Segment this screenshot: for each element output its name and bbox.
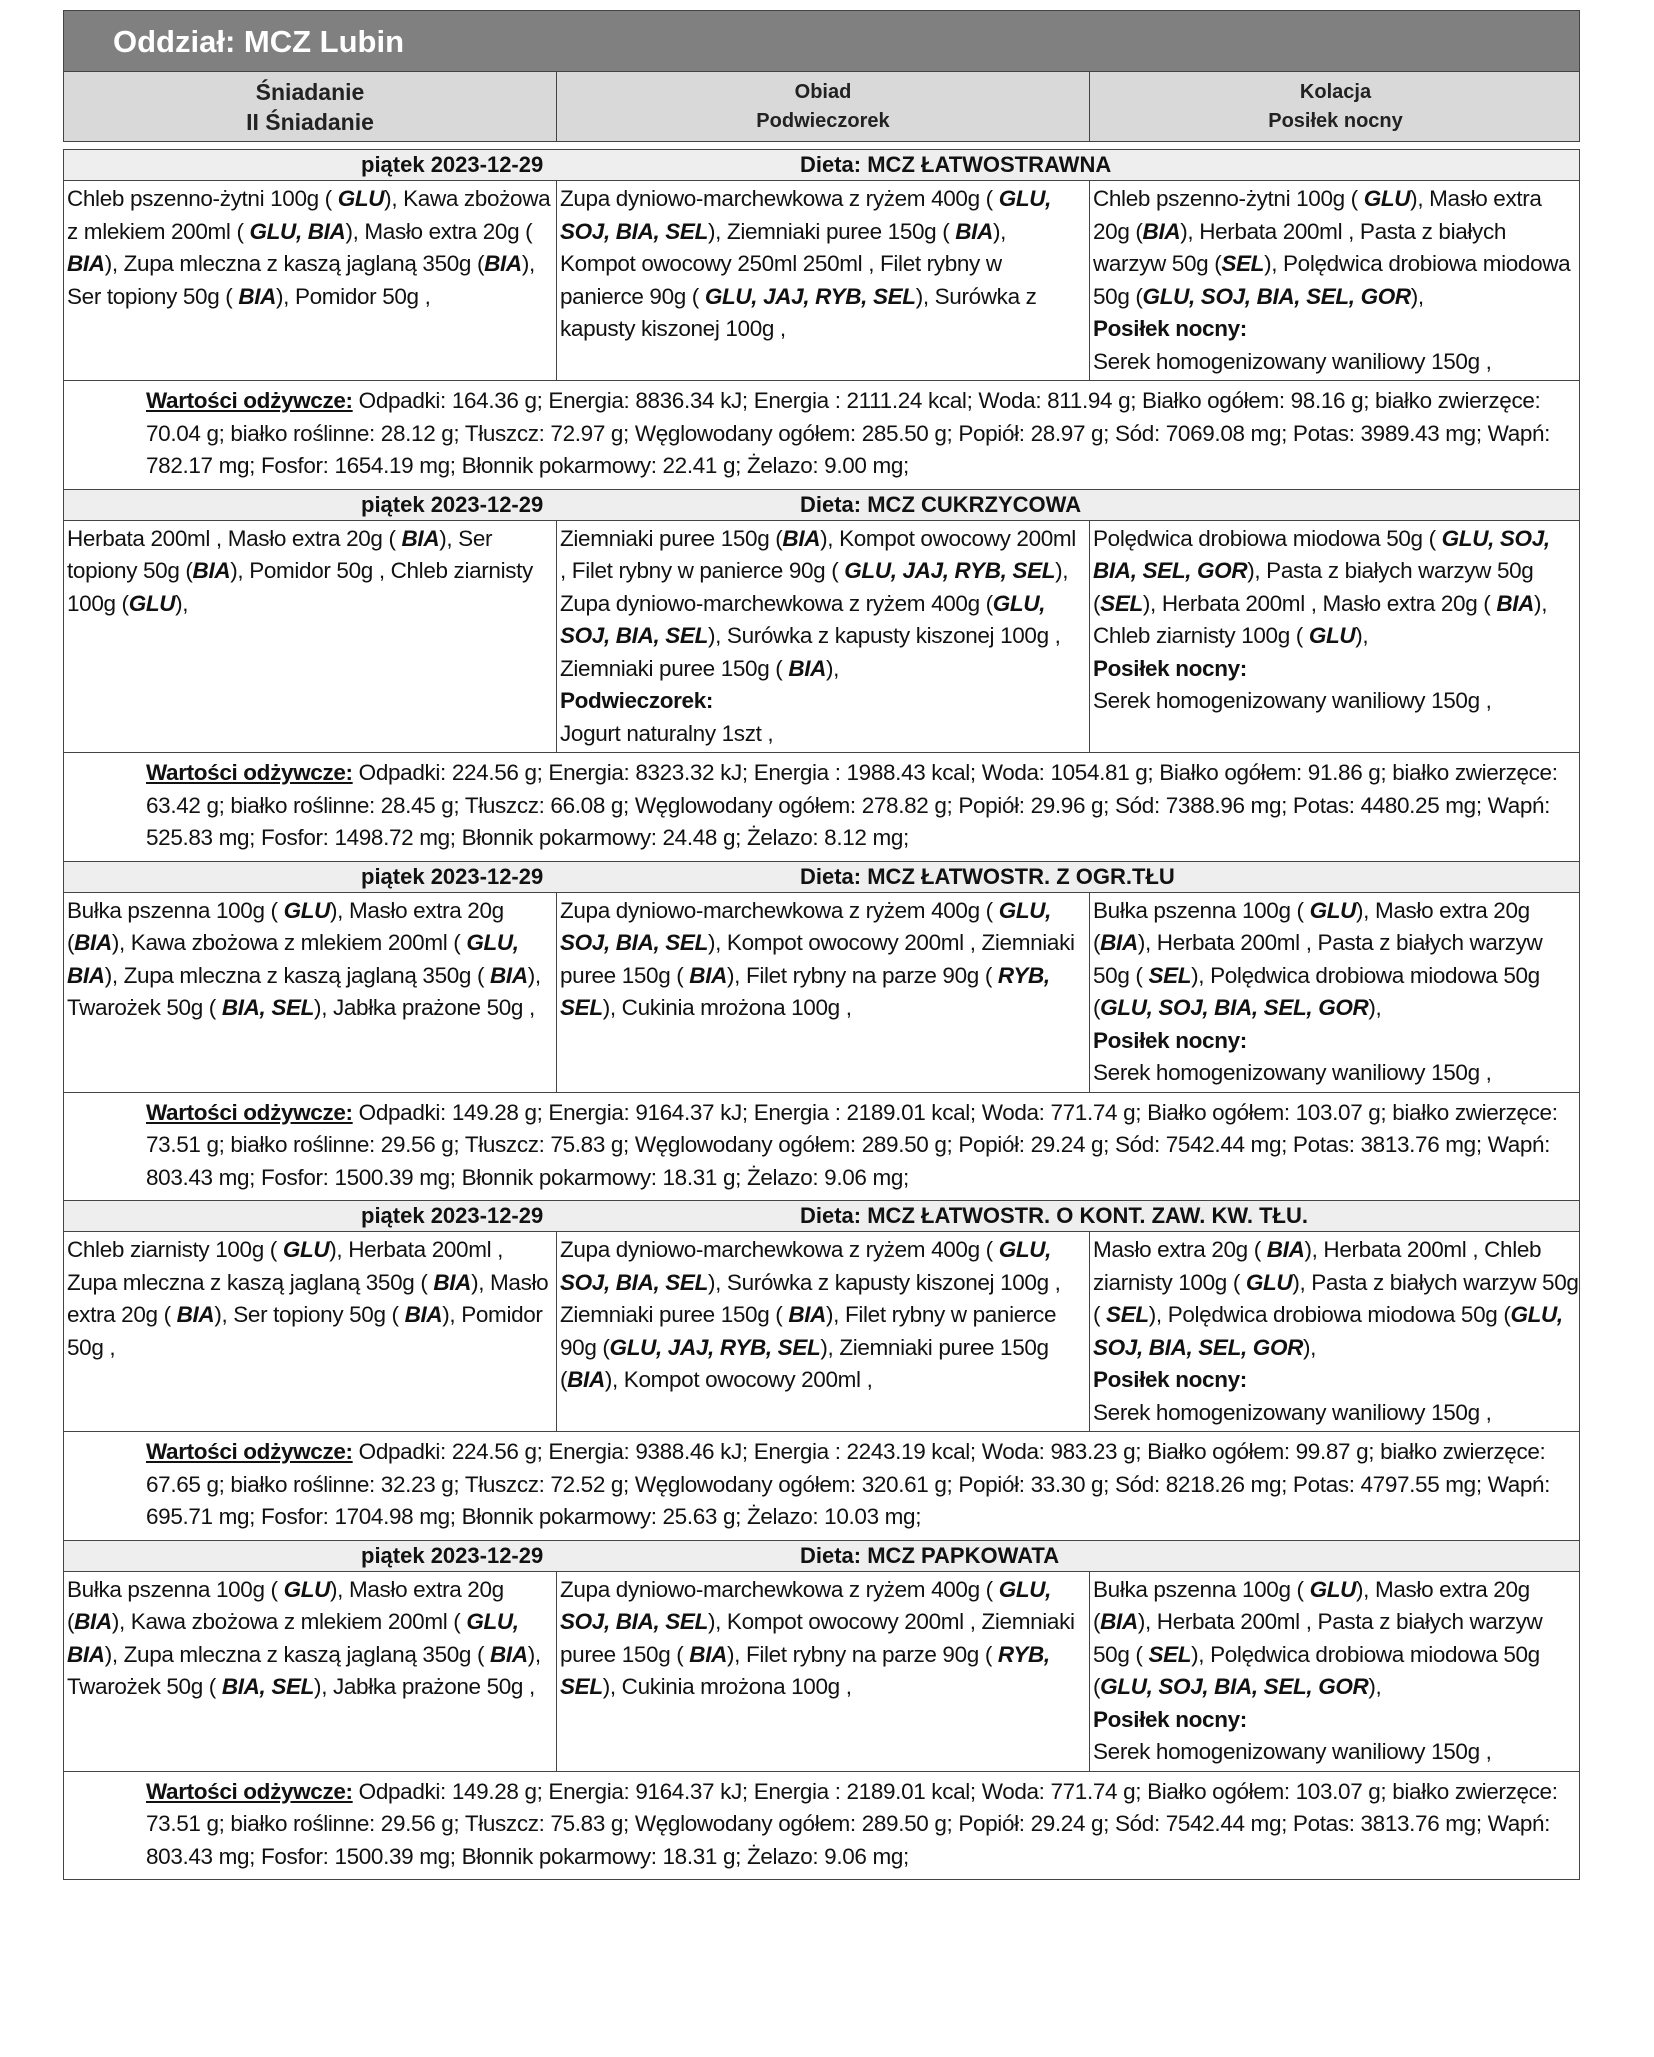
diet-date: piątek 2023-12-29 bbox=[361, 491, 544, 517]
meal-text: ), Kompot owocowy 200ml , Filet rybny w panierce 90g ( bbox=[560, 525, 1076, 583]
meal-text: ), Twarożek 50g ( bbox=[67, 962, 541, 1020]
nutrition-label: Wartości odżywcze: bbox=[146, 1778, 353, 1804]
meal-cell-dinner bbox=[1090, 893, 1581, 1092]
meal-subheading: Posiłek nocny: bbox=[1093, 1027, 1247, 1053]
diet-name: Dieta: MCZ ŁATWOSTRAWNA bbox=[800, 152, 1112, 177]
meal-cell-lunch bbox=[557, 1572, 1090, 1771]
allergen-codes: BIA bbox=[1100, 1609, 1138, 1634]
meal-text: ), Polędwica drobiowa miodowa 50g ( bbox=[1093, 1641, 1540, 1699]
meal-row bbox=[64, 1232, 1579, 1432]
meal-text: ), Surówka z kapusty kiszonej 100g , Ziemniaki puree 150g ( bbox=[560, 1269, 1061, 1327]
meal-subheading: Posiłek nocny: bbox=[1093, 655, 1247, 681]
allergen-codes: GLU bbox=[337, 186, 385, 211]
meal-text: ), Kawa zbożowa z mlekiem 200ml ( bbox=[67, 186, 551, 244]
nutrition-values bbox=[64, 381, 1579, 489]
allergen-codes: GLU, SOJ, BIA, SEL bbox=[560, 590, 1046, 648]
meal-text: ), Zupa mleczna z kaszą jaglaną 350g ( bbox=[104, 251, 485, 276]
allergen-codes: GLU, SOJ, BIA, SEL bbox=[560, 186, 1052, 244]
meal-text: Serek homogenizowany waniliowy 150g , bbox=[1093, 688, 1492, 713]
column-header-lunch bbox=[557, 72, 1090, 141]
column-header-line2: Posiłek nocny bbox=[1268, 109, 1403, 132]
diet-block bbox=[63, 862, 1580, 1202]
meal-text: ), Zupa dyniowo-marchewkowa z ryżem 400g ( bbox=[560, 558, 1069, 616]
meal-text: ), bbox=[1368, 995, 1382, 1020]
meal-text: ), bbox=[1303, 1334, 1317, 1360]
meal-text: Chleb pszenno-żytni 100g ( bbox=[1093, 186, 1364, 211]
meal-cell-breakfast bbox=[64, 181, 557, 380]
meal-subheading: Podwieczorek: bbox=[560, 688, 713, 713]
meal-text: ), Surówka z kapusty kiszonej 100g , bbox=[560, 283, 1037, 341]
meal-text: Polędwica drobiowa miodowa 50g ( bbox=[1093, 525, 1442, 551]
allergen-codes: GLU bbox=[1308, 623, 1356, 648]
meal-text: Serek homogenizowany waniliowy 150g , bbox=[1093, 1060, 1492, 1085]
meal-text: ), bbox=[1355, 623, 1369, 648]
column-header-breakfast bbox=[64, 72, 557, 141]
allergen-codes: BIA bbox=[1100, 930, 1138, 955]
meal-text: ), Herbata 200ml , Pasta z białych warzyw 50g ( bbox=[1093, 218, 1507, 276]
column-header-line1: Obiad bbox=[794, 80, 852, 103]
diet-name: Dieta: MCZ ŁATWOSTR. Z OGR.TŁU bbox=[800, 863, 1175, 889]
meal-text: ), Kawa zbożowa z mlekiem 200ml ( bbox=[111, 1609, 467, 1634]
menu-sheet bbox=[63, 10, 1580, 1880]
diet-header bbox=[64, 862, 1579, 893]
allergen-codes: GLU bbox=[128, 590, 176, 616]
allergen-codes: BIA bbox=[567, 1367, 605, 1392]
diet-list bbox=[63, 149, 1580, 1880]
meal-text: Masło extra 20g ( bbox=[1093, 1237, 1267, 1262]
column-header-line1: Śniadanie bbox=[255, 78, 365, 105]
meal-text: ), Filet rybny na parze 90g ( bbox=[727, 1641, 998, 1667]
column-header-line1: Kolacja bbox=[1299, 80, 1372, 103]
meal-text: Bułka pszenna 100g ( bbox=[67, 1576, 284, 1602]
meal-text: Bułka pszenna 100g ( bbox=[1093, 897, 1310, 923]
meal-text: ), Masło extra 20g ( bbox=[345, 218, 533, 244]
meal-text: ), Masło extra 20g ( bbox=[1093, 1576, 1530, 1634]
diet-date: piątek 2023-12-29 bbox=[361, 1203, 544, 1228]
allergen-codes: SEL bbox=[1148, 1641, 1192, 1667]
allergen-codes: BIA bbox=[404, 1302, 443, 1327]
meal-text: ), Zupa mleczna z kaszą jaglaną 350g ( bbox=[104, 962, 491, 988]
allergen-codes: BIA bbox=[192, 558, 231, 583]
diet-block bbox=[63, 1541, 1580, 1881]
allergen-codes: BIA bbox=[490, 1641, 528, 1667]
allergen-codes: BIA bbox=[74, 1609, 112, 1634]
meal-text: ), Jabłka prażone 50g , bbox=[314, 995, 535, 1020]
allergen-codes: BIA bbox=[490, 962, 528, 988]
allergen-codes: SEL bbox=[1106, 1302, 1149, 1327]
diet-block bbox=[63, 490, 1580, 862]
meal-text: ), Cukinia mrożona 100g , bbox=[602, 1674, 852, 1699]
allergen-codes: BIA bbox=[238, 283, 277, 309]
meal-text: ), Polędwica drobiowa miodowa 50g ( bbox=[1093, 251, 1571, 309]
nutrition-text: Odpadki: 149.28 g; Energia: 9164.37 kJ; Energia : 2189.01 kcal; Woda: 771.74 g; Białko ogółem: 103.07 g; białko zwierzęce: 73.51 g; białko roślinne: 29.56 g; Tłuszcz: 75.83 g; Węglowodany ogółem: 289.50 g; Popiół: 29.24 g; Sód: 7542.44 mg; Potas: 3813.76 mg; Wapń: 803.43 mg; Fosfor: 1500.39 mg; Błonnik pokarmowy: 18.31 g; Żelazo: 9.06 mg; bbox=[146, 1099, 1558, 1190]
meal-cell-breakfast bbox=[64, 521, 557, 753]
meal-text: Jogurt naturalny 1szt , bbox=[560, 720, 774, 746]
meal-text: ), Pomidor 50g , bbox=[276, 283, 431, 309]
allergen-codes: GLU, JAJ, RYB, SEL bbox=[609, 1334, 821, 1360]
allergen-codes: BIA bbox=[74, 930, 112, 955]
meal-text: ), Herbata 200ml , Zupa mleczna z kaszą jaglaną 350g ( bbox=[67, 1237, 504, 1295]
allergen-codes: GLU bbox=[283, 1576, 331, 1602]
diet-date: piątek 2023-12-29 bbox=[361, 1542, 544, 1568]
allergen-codes: BIA bbox=[689, 1641, 727, 1667]
meal-text: ), Zupa mleczna z kaszą jaglaną 350g ( bbox=[104, 1641, 491, 1667]
meal-text: ), Kompot owocowy 200ml , Ziemniaki puree 150g ( bbox=[560, 1609, 1075, 1667]
meal-text: Zupa dyniowo-marchewkowa z ryżem 400g ( bbox=[560, 1237, 999, 1262]
allergen-codes: BIA bbox=[788, 1302, 827, 1327]
department-title: Oddział: MCZ Lubin bbox=[63, 10, 1580, 72]
diet-name: Dieta: MCZ PAPKOWATA bbox=[800, 1542, 1060, 1568]
meal-cell-breakfast bbox=[64, 893, 557, 1092]
allergen-codes: BIA bbox=[788, 655, 827, 681]
meal-text: ), Masło extra 20g ( bbox=[67, 1269, 549, 1327]
meal-text: Ziemniaki puree 150g ( bbox=[560, 525, 783, 551]
nutrition-values bbox=[64, 1093, 1579, 1201]
diet-header bbox=[64, 490, 1579, 521]
diet-block bbox=[63, 1201, 1580, 1541]
meal-text: ), bbox=[175, 590, 189, 616]
column-header-line2: II Śniadanie bbox=[246, 108, 374, 135]
allergen-codes: GLU, SOJ, BIA, SEL, GOR bbox=[1142, 283, 1411, 309]
allergen-codes: GLU bbox=[1245, 1269, 1293, 1295]
meal-cell-lunch bbox=[557, 893, 1090, 1092]
diet-name: Dieta: MCZ CUKRZYCOWA bbox=[800, 491, 1082, 517]
meal-text: Zupa dyniowo-marchewkowa z ryżem 400g ( bbox=[560, 1576, 999, 1602]
allergen-codes: BIA bbox=[1266, 1237, 1305, 1262]
allergen-codes: RYB, SEL bbox=[560, 962, 1050, 1020]
meal-cell-dinner bbox=[1090, 1232, 1581, 1431]
allergen-codes: GLU, SOJ, BIA, SEL, GOR bbox=[1093, 525, 1550, 583]
allergen-codes: BIA bbox=[484, 251, 522, 276]
allergen-codes: SEL bbox=[1148, 962, 1192, 988]
meal-cell-breakfast bbox=[64, 1572, 557, 1771]
meal-columns-header bbox=[63, 72, 1580, 142]
allergen-codes: GLU bbox=[1309, 897, 1357, 923]
allergen-codes: RYB, SEL bbox=[560, 1641, 1050, 1699]
meal-text: Serek homogenizowany waniliowy 150g , bbox=[1093, 1399, 1492, 1425]
meal-text: ), Jabłka prażone 50g , bbox=[314, 1674, 535, 1699]
meal-text: ), Masło extra 20g ( bbox=[67, 1576, 504, 1634]
nutrition-text: Odpadki: 224.56 g; Energia: 8323.32 kJ; Energia : 1988.43 kcal; Woda: 1054.81 g; Białko ogółem: 91.86 g; białko zwierzęce: 63.42 g; białko roślinne: 28.45 g; Tłuszcz: 66.08 g; Węglowodany ogółem: 278.82 g; Popiół: 29.96 g; Sód: 7388.96 mg; Potas: 4480.25 mg; Wapń: 525.83 mg; Fosfor: 1498.72 mg; Błonnik pokarmowy: 24.48 g; Żelazo: 8.12 mg; bbox=[146, 760, 1558, 850]
meal-row bbox=[64, 1572, 1579, 1772]
meal-text: ), Pomidor 50g , Chleb ziarnisty 100g ( bbox=[67, 558, 533, 616]
meal-text: Chleb ziarnisty 100g ( bbox=[67, 1237, 283, 1262]
allergen-codes: BIA bbox=[782, 525, 821, 551]
meal-cell-dinner bbox=[1090, 1572, 1581, 1771]
meal-cell-lunch bbox=[557, 181, 1090, 380]
meal-text: Serek homogenizowany waniliowy 150g , bbox=[1093, 1739, 1492, 1764]
meal-text: ), Polędwica drobiowa miodowa 50g ( bbox=[1148, 1302, 1511, 1327]
allergen-codes: GLU, SOJ, BIA, SEL bbox=[560, 897, 1052, 955]
nutrition-text: Odpadki: 164.36 g; Energia: 8836.34 kJ; Energia : 2111.24 kcal; Woda: 811.94 g; Białko ogółem: 98.16 g; białko zwierzęce: 70.04 g; białko roślinne: 28.12 g; Tłuszcz: 72.97 g; Węglowodany ogółem: 285.50 g; Popiół: 28.97 g; Sód: 7069.08 mg; Potas: 3989.43 mg; Wapń: 782.17 mg; Fosfor: 1654.19 mg; Błonnik pokarmowy: 22.41 g; Żelazo: 9.00 mg; bbox=[146, 388, 1551, 478]
meal-text: ), Masło extra 20g ( bbox=[67, 897, 504, 955]
allergen-codes: GLU bbox=[282, 1237, 330, 1262]
column-header-dinner bbox=[1090, 72, 1581, 141]
meal-text: ), Kawa zbożowa z mlekiem 200ml ( bbox=[111, 930, 467, 955]
allergen-codes: GLU bbox=[1309, 1576, 1357, 1602]
allergen-codes: BIA bbox=[176, 1302, 215, 1327]
meal-cell-breakfast bbox=[64, 1232, 557, 1431]
allergen-codes: GLU, SOJ, BIA, SEL, GOR bbox=[1100, 1674, 1369, 1699]
allergen-codes: GLU bbox=[283, 897, 331, 923]
allergen-codes: GLU, JAJ, RYB, SEL bbox=[844, 558, 1056, 583]
meal-text: ), bbox=[1368, 1674, 1382, 1699]
allergen-codes: GLU, JAJ, RYB, SEL bbox=[704, 283, 916, 309]
allergen-codes: BIA bbox=[401, 525, 440, 551]
meal-text: Serek homogenizowany waniliowy 150g , bbox=[1093, 348, 1492, 374]
meal-text: Chleb pszenno-żytni 100g ( bbox=[67, 186, 338, 211]
meal-text: ), Ziemniaki puree 150g ( bbox=[560, 1334, 1049, 1392]
diet-block bbox=[63, 149, 1580, 490]
meal-row bbox=[64, 181, 1579, 381]
meal-subheading: Posiłek nocny: bbox=[1093, 316, 1247, 341]
allergen-codes: GLU, BIA bbox=[67, 1609, 519, 1667]
meal-cell-dinner bbox=[1090, 181, 1581, 380]
diet-name: Dieta: MCZ ŁATWOSTR. O KONT. ZAW. KW. TŁU. bbox=[800, 1203, 1308, 1228]
diet-header bbox=[64, 150, 1579, 181]
meal-text: ), bbox=[826, 655, 840, 681]
allergen-codes: GLU, SOJ, BIA, SEL bbox=[560, 1237, 1052, 1295]
meal-text: ), Twarożek 50g ( bbox=[67, 1641, 541, 1699]
nutrition-label: Wartości odżywcze: bbox=[146, 1439, 353, 1464]
meal-text: Zupa dyniowo-marchewkowa z ryżem 400g ( bbox=[560, 186, 999, 211]
meal-text: Bułka pszenna 100g ( bbox=[67, 897, 284, 923]
allergen-codes: BIA, SEL bbox=[221, 995, 315, 1020]
meal-text: Zupa dyniowo-marchewkowa z ryżem 400g ( bbox=[560, 897, 999, 923]
meal-text: Herbata 200ml , Masło extra 20g ( bbox=[67, 525, 402, 551]
meal-text: ), Chleb ziarnisty 100g ( bbox=[1093, 590, 1548, 648]
meal-subheading: Posiłek nocny: bbox=[1093, 1367, 1247, 1392]
diet-header bbox=[64, 1201, 1579, 1232]
meal-text: ), Filet rybny w panierce 90g ( bbox=[560, 1302, 1057, 1360]
allergen-codes: GLU bbox=[1363, 186, 1411, 211]
nutrition-values bbox=[64, 1772, 1579, 1880]
diet-header bbox=[64, 1541, 1579, 1572]
allergen-codes: BIA bbox=[1142, 218, 1181, 244]
nutrition-values bbox=[64, 753, 1579, 861]
diet-date: piątek 2023-12-29 bbox=[361, 152, 544, 177]
allergen-codes: BIA bbox=[67, 251, 105, 276]
meal-text: ), Cukinia mrożona 100g , bbox=[602, 995, 852, 1020]
nutrition-values bbox=[64, 1432, 1579, 1540]
allergen-codes: GLU, SOJ, BIA, SEL bbox=[560, 1576, 1052, 1634]
meal-subheading: Posiłek nocny: bbox=[1093, 1706, 1247, 1732]
meal-text: ), Filet rybny na parze 90g ( bbox=[727, 962, 998, 988]
meal-text: ), Ser topiony 50g ( bbox=[214, 1302, 405, 1327]
meal-text: ), Herbata 200ml , Masło extra 20g ( bbox=[1142, 590, 1497, 616]
meal-text: ), Kompot owocowy 250ml 250ml , Filet rybny w panierce 90g ( bbox=[560, 218, 1007, 309]
nutrition-text: Odpadki: 149.28 g; Energia: 9164.37 kJ; Energia : 2189.01 kcal; Woda: 771.74 g; Białko ogółem: 103.07 g; białko zwierzęce: 73.51 g; białko roślinne: 29.56 g; Tłuszcz: 75.83 g; Węglowodany ogółem: 289.50 g; Popiół: 29.24 g; Sód: 7542.44 mg; Potas: 3813.76 mg; Wapń: 803.43 mg; Fosfor: 1500.39 mg; Błonnik pokarmowy: 18.31 g; Żelazo: 9.06 mg; bbox=[146, 1778, 1558, 1869]
meal-cell-lunch bbox=[557, 521, 1090, 753]
allergen-codes: GLU, SOJ, BIA, SEL, GOR bbox=[1093, 1302, 1563, 1360]
meal-text: ), Herbata 200ml , Pasta z białych warzyw 50g ( bbox=[1093, 930, 1543, 988]
meal-text: ), Ser topiony 50g ( bbox=[67, 251, 535, 309]
nutrition-label: Wartości odżywcze: bbox=[146, 760, 353, 785]
meal-row bbox=[64, 521, 1579, 754]
nutrition-label: Wartości odżywcze: bbox=[146, 388, 353, 413]
meal-text: ), Polędwica drobiowa miodowa 50g ( bbox=[1093, 962, 1540, 1020]
meal-text: ), Ser topiony 50g ( bbox=[67, 525, 493, 583]
meal-text: ), Surówka z kapusty kiszonej 100g , Ziemniaki puree 150g ( bbox=[560, 623, 1061, 681]
allergen-codes: GLU, BIA bbox=[67, 930, 519, 988]
meal-text: ), Pomidor 50g , bbox=[67, 1302, 543, 1360]
allergen-codes: BIA bbox=[689, 962, 727, 988]
meal-text: ), Herbata 200ml , Pasta z białych warzyw 50g ( bbox=[1093, 1609, 1543, 1667]
allergen-codes: BIA bbox=[955, 218, 993, 244]
column-header-line2: Podwieczorek bbox=[756, 109, 890, 132]
meal-text: ), Ziemniaki puree 150g ( bbox=[707, 218, 956, 244]
meal-row bbox=[64, 893, 1579, 1093]
allergen-codes: SEL bbox=[1100, 590, 1143, 616]
allergen-codes: SEL bbox=[1221, 251, 1265, 276]
meal-text: ), Pasta z białych warzyw 50g ( bbox=[1093, 1269, 1579, 1327]
meal-text: ), Masło extra 20g ( bbox=[1093, 186, 1542, 244]
meal-text: ), bbox=[1410, 283, 1424, 309]
meal-text: ), Pasta z białych warzyw 50g ( bbox=[1093, 558, 1534, 616]
allergen-codes: GLU, SOJ, BIA, SEL, GOR bbox=[1100, 995, 1369, 1020]
nutrition-label: Wartości odżywcze: bbox=[146, 1099, 353, 1125]
allergen-codes: BIA bbox=[1496, 590, 1535, 616]
meal-text: Bułka pszenna 100g ( bbox=[1093, 1576, 1310, 1602]
meal-text: ), Kompot owocowy 200ml , Ziemniaki puree 150g ( bbox=[560, 930, 1075, 988]
diet-date: piątek 2023-12-29 bbox=[361, 863, 544, 889]
allergen-codes: GLU, BIA bbox=[249, 218, 346, 244]
allergen-codes: BIA bbox=[433, 1269, 472, 1295]
meal-text: ), Herbata 200ml , Chleb ziarnisty 100g ( bbox=[1093, 1237, 1542, 1295]
meal-text: ), Kompot owocowy 200ml , bbox=[604, 1367, 873, 1392]
nutrition-text: Odpadki: 224.56 g; Energia: 9388.46 kJ; Energia : 2243.19 kcal; Woda: 983.23 g; Białko ogółem: 99.87 g; białko zwierzęce: 67.65 g; białko roślinne: 32.23 g; Tłuszcz: 72.52 g; Węglowodany ogółem: 320.61 g; Popiół: 33.30 g; Sód: 8218.26 mg; Potas: 4797.55 mg; Wapń: 695.71 mg; Fosfor: 1704.98 mg; Błonnik pokarmowy: 25.63 g; Żelazo: 10.03 mg; bbox=[146, 1439, 1551, 1529]
meal-text: ), Masło extra 20g ( bbox=[1093, 897, 1530, 955]
meal-cell-dinner bbox=[1090, 521, 1581, 753]
allergen-codes: BIA, SEL bbox=[221, 1674, 315, 1699]
meal-cell-lunch bbox=[557, 1232, 1090, 1431]
